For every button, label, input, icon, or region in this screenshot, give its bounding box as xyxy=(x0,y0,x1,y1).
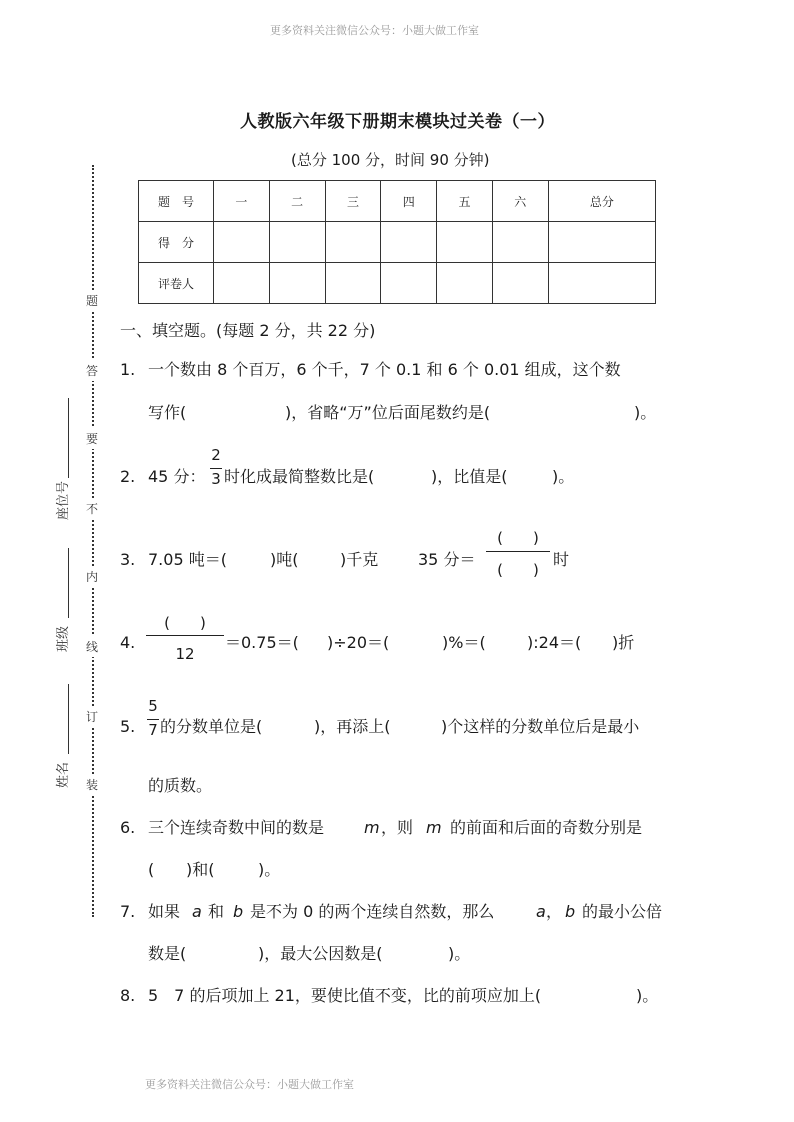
question-3-fraction-denominator: ( ) xyxy=(497,561,539,579)
question-1-part-a: 写作( xyxy=(148,403,187,422)
question-3-part-b: )吨( xyxy=(270,550,299,569)
table-header-cell: 题 号 xyxy=(139,181,214,222)
grader-cell[interactable] xyxy=(437,263,493,304)
table-row xyxy=(139,263,656,304)
question-7-variable: a xyxy=(192,902,202,921)
table-row xyxy=(139,181,656,222)
question-6-part-a: 三个连续奇数中间的数是 xyxy=(148,818,325,837)
score-table xyxy=(138,180,656,304)
question-6-number: 6. xyxy=(120,818,136,837)
question-8-number: 8. xyxy=(120,986,136,1005)
watermark-top: 更多资料关注微信公众号：小题大做工作室 xyxy=(270,24,479,37)
question-2-part-a: 45 分： xyxy=(148,467,206,486)
question-1-part-c: )。 xyxy=(634,403,657,422)
score-cell[interactable] xyxy=(548,222,655,263)
grader-cell[interactable] xyxy=(381,263,437,304)
binding-char: 要 xyxy=(86,428,98,449)
grader-cell[interactable] xyxy=(214,263,270,304)
section-heading: 一、填空题。(每题 2 分，共 22 分) xyxy=(120,321,376,340)
table-row xyxy=(139,222,656,263)
question-7-comma: ， xyxy=(546,902,563,921)
table-header-cell: 总分 xyxy=(548,181,655,222)
score-cell[interactable] xyxy=(492,222,548,263)
question-4-part-e: )折 xyxy=(612,633,635,652)
table-header-cell: 六 xyxy=(492,181,548,222)
question-4-part-b: )÷20＝( xyxy=(327,633,390,652)
question-6-line2-a: ( xyxy=(148,860,155,879)
grader-cell[interactable] xyxy=(269,263,325,304)
question-3-fraction-numerator: ( ) xyxy=(497,529,539,547)
score-cell[interactable] xyxy=(325,222,381,263)
question-4-part-c: )%＝( xyxy=(442,633,486,652)
question-6-line2-c: )。 xyxy=(258,860,281,879)
question-2-number: 2. xyxy=(120,467,136,486)
table-header-cell: 四 xyxy=(381,181,437,222)
question-1-number: 1. xyxy=(120,360,136,379)
class-label: 班级 xyxy=(56,625,71,652)
question-5-number: 5. xyxy=(120,717,136,736)
question-7-part-c: 是不为 0 的两个连续自然数，那么 xyxy=(250,902,495,921)
binding-char: 装 xyxy=(86,774,98,795)
grader-cell[interactable] xyxy=(492,263,548,304)
question-4-part-d: ):24＝( xyxy=(527,633,582,652)
grader-cell[interactable] xyxy=(325,263,381,304)
table-header-cell: 二 xyxy=(269,181,325,222)
question-5-fraction-bar xyxy=(147,719,159,720)
question-6-line2-b: )和( xyxy=(186,860,215,879)
question-2-part-c: )，比值是( xyxy=(431,467,508,486)
table-header-cell: 三 xyxy=(325,181,381,222)
question-5-line2: 的质数。 xyxy=(148,776,213,795)
question-4-part-a: ＝0.75＝( xyxy=(225,633,299,652)
question-5-part-c: )个这样的分数单位后是最小 xyxy=(441,717,640,736)
question-6-variable: m xyxy=(426,818,442,837)
question-7-number: 7. xyxy=(120,902,136,921)
question-2-part-d: )。 xyxy=(552,467,575,486)
name-label: 姓名 xyxy=(56,761,71,788)
score-cell[interactable] xyxy=(269,222,325,263)
question-1-line1: 一个数由 8 个百万，6 个千，7 个 0.1 和 6 个 0.01 组成，这个数 xyxy=(148,360,621,379)
question-3-part-d: 35 分＝ xyxy=(418,550,476,569)
binding-char: 答 xyxy=(86,360,98,381)
binding-char: 线 xyxy=(86,636,98,657)
question-4-fraction-numerator: ( ) xyxy=(164,614,206,632)
question-5-fraction-numerator: 5 xyxy=(148,697,158,715)
question-7-line2-a: 数是( xyxy=(148,944,187,963)
score-row-label: 得 分 xyxy=(139,222,214,263)
question-2-part-b: 时化成最简整数比是( xyxy=(224,467,375,486)
question-3-fraction-bar xyxy=(486,551,550,552)
question-7-variable: b xyxy=(565,902,576,921)
question-7-line2-b: )，最大公因数是( xyxy=(258,944,383,963)
watermark-bottom: 更多资料关注微信公众号：小题大做工作室 xyxy=(145,1078,354,1091)
binding-char: 题 xyxy=(86,290,98,311)
question-3-part-e: 时 xyxy=(553,550,570,569)
question-4-fraction-denominator: 12 xyxy=(175,645,195,663)
score-cell[interactable] xyxy=(214,222,270,263)
binding-char: 订 xyxy=(86,706,98,727)
class-blank[interactable] xyxy=(68,548,69,618)
question-2-fraction-bar xyxy=(210,468,222,469)
question-7-variable: a xyxy=(536,902,546,921)
question-2-fraction-denominator: 3 xyxy=(211,470,221,488)
question-6-variable: m xyxy=(364,818,380,837)
grader-cell[interactable] xyxy=(548,263,655,304)
binding-char: 不 xyxy=(86,498,98,519)
question-7-part-b: 和 xyxy=(208,902,225,921)
question-3-number: 3. xyxy=(120,550,136,569)
question-2-fraction-numerator: 2 xyxy=(211,446,221,464)
question-7-line2-c: )。 xyxy=(448,944,471,963)
score-cell[interactable] xyxy=(437,222,493,263)
binding-dotted-line xyxy=(92,165,94,917)
question-6-part-b: ，则 xyxy=(381,818,414,837)
question-3-part-c: )千克 xyxy=(340,550,379,569)
question-5-part-a: 的分数单位是( xyxy=(160,717,263,736)
page-title: 人教版六年级下册期末模块过关卷（一） xyxy=(240,112,555,132)
score-cell[interactable] xyxy=(381,222,437,263)
binding-char: 内 xyxy=(86,566,98,587)
question-4-number: 4. xyxy=(120,633,136,652)
table-header-cell: 一 xyxy=(214,181,270,222)
question-6-part-c: 的前面和后面的奇数分别是 xyxy=(450,818,643,837)
question-8-end: )。 xyxy=(636,986,659,1005)
question-1-part-b: )，省略“万”位后面尾数约是( xyxy=(285,403,491,422)
question-7-part-d: 的最小公倍 xyxy=(582,902,663,921)
question-3-part-a: 7.05 吨＝( xyxy=(148,550,227,569)
question-8-line: 5 7 的后项加上 21，要使比值不变，比的前项应加上( xyxy=(148,986,542,1005)
seat-blank[interactable] xyxy=(68,398,69,478)
question-5-part-b: )，再添上( xyxy=(314,717,391,736)
question-4-fraction-bar xyxy=(146,635,224,636)
table-header-cell: 五 xyxy=(437,181,493,222)
question-7-variable: b xyxy=(233,902,244,921)
name-blank[interactable] xyxy=(68,684,69,754)
page-subtitle: (总分 100 分，时间 90 分钟) xyxy=(291,151,490,169)
grader-row-label: 评卷人 xyxy=(139,263,214,304)
question-7-part-a: 如果 xyxy=(148,902,181,921)
question-5-fraction-denominator: 7 xyxy=(148,721,158,739)
seat-label: 座位号 xyxy=(56,480,71,520)
